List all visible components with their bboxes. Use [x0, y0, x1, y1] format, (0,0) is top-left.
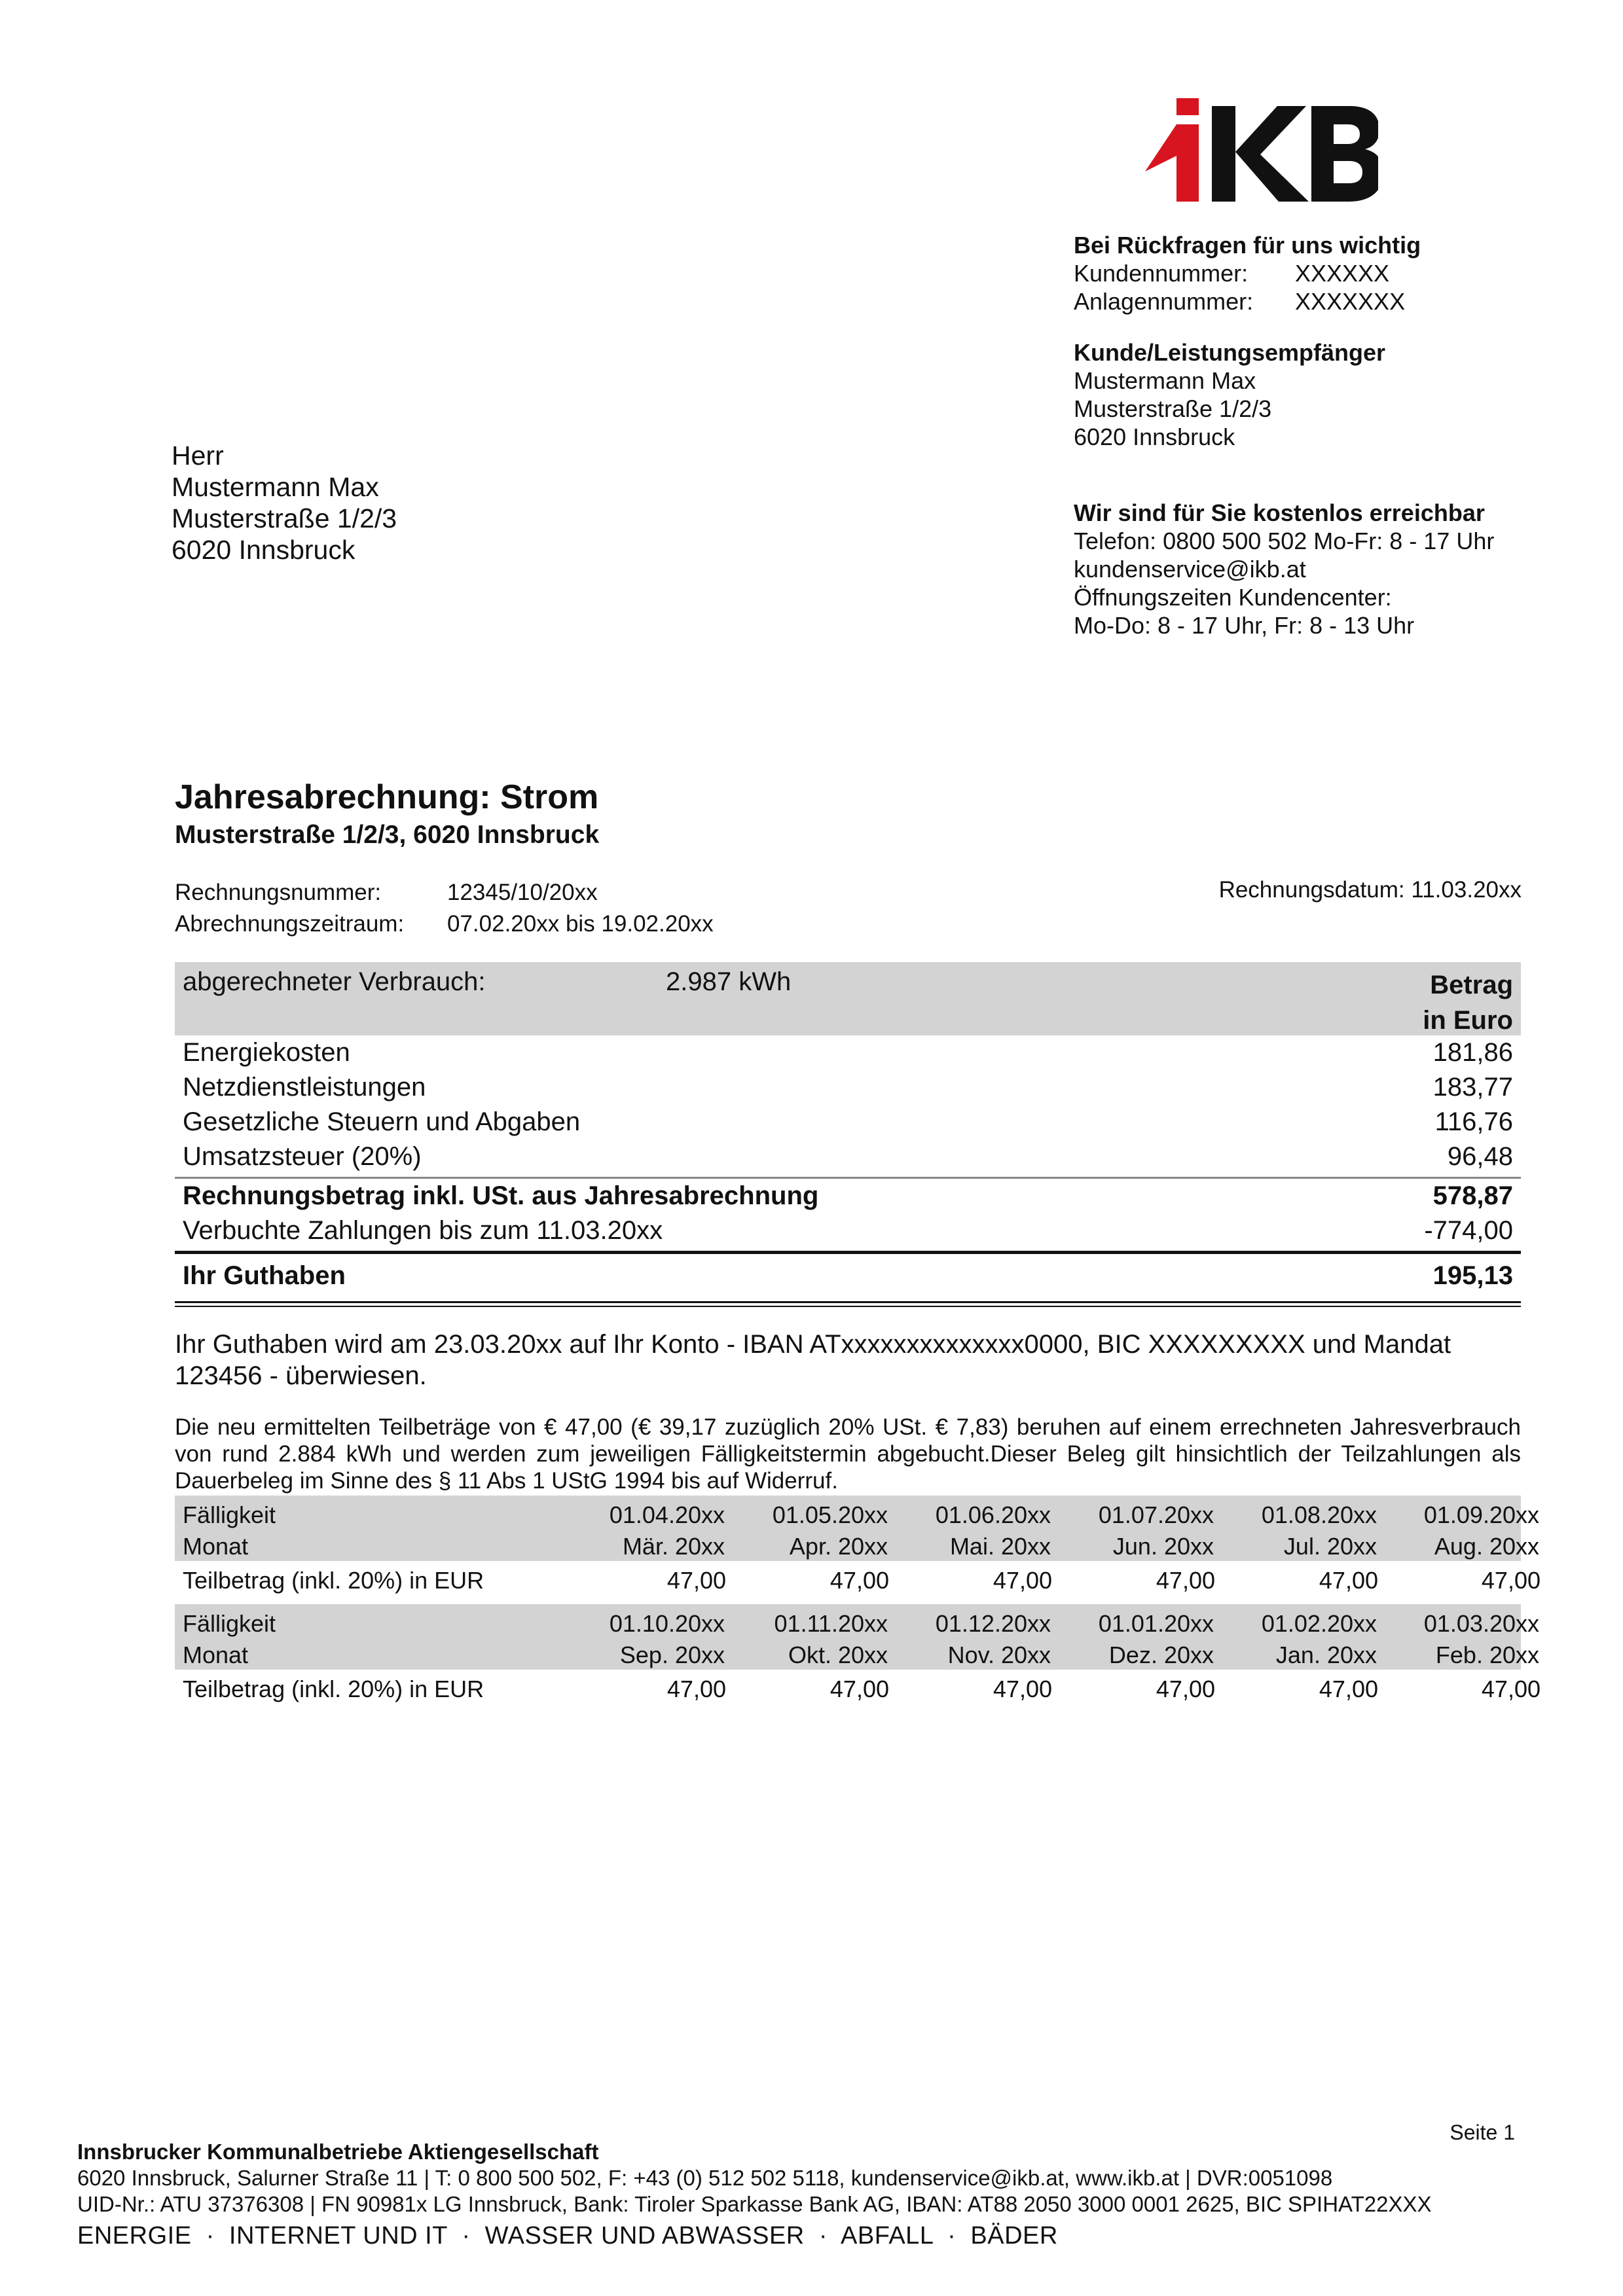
email-link[interactable]: kundenservice@ikb.at: [1074, 556, 1306, 583]
invoice-meta: [175, 877, 714, 940]
row-value: 183,77: [1432, 1073, 1513, 1102]
footer: [77, 2139, 1432, 2217]
installment-column: [594, 1499, 725, 1562]
anlagennummer-label: Anlagennummer:: [1074, 288, 1254, 315]
zeitraum-label: Abrechnungszeitraum:: [175, 911, 405, 937]
installment-amount: 47,00: [1319, 1676, 1378, 1702]
installment-date: 01.12.20xx: [935, 1610, 1051, 1637]
billing-table-header: [175, 962, 1521, 1035]
installment-date: 01.01.20xx: [1098, 1610, 1214, 1637]
anlagennummer-row: [1074, 287, 1421, 315]
installment-amount: 47,00: [1481, 1567, 1541, 1594]
recipient-address: [172, 440, 397, 565]
kunde-street: Musterstraße 1/2/3: [1074, 395, 1272, 422]
installment-amount: 47,00: [1156, 1676, 1215, 1702]
verbrauch-value: 2.987 kWh: [666, 967, 792, 996]
installment-amount: 47,00: [830, 1676, 889, 1702]
kundennummer-label: Kundennummer:: [1074, 260, 1249, 287]
anlagennummer-value: XXXXXXX: [1295, 288, 1406, 315]
verbrauch-label: abgerechneter Verbrauch:: [183, 967, 486, 996]
credit-value: 195,13: [1432, 1261, 1513, 1290]
betrag-header: [1423, 967, 1513, 1038]
installment-amount: 47,00: [993, 1567, 1052, 1594]
document-title: Jahresabrechnung: Strom: [175, 778, 599, 816]
paid-value: -774,00: [1424, 1216, 1513, 1245]
installment-table-1: [175, 1496, 1541, 1598]
teilbetrag-text: Die neu ermittelten Teilbeträge von € 47,00 (€ 39,17 zuzüglich 20% USt. € 7,83) beruhen auf einem errechneten Jahresverbrauch von rund 2.884 kWh und werden zum jeweiligen Fälligkeitstermin abgebucht.Dieser Beleg gilt hinsichtlich der Teilzahlungen als Dauerbeleg im Sinne des § 11 Abs 1 UStG 1994 bis auf Widerruf.: [175, 1414, 1521, 1494]
installment-amount: 47,00: [1156, 1567, 1215, 1594]
installment-month: Aug. 20xx: [1434, 1533, 1539, 1560]
installment-labels: [183, 1608, 276, 1671]
installment-amount: 47,00: [993, 1676, 1052, 1702]
installment-amount: 47,00: [666, 1676, 726, 1702]
installment-month: Okt. 20xx: [788, 1641, 888, 1668]
installment-month: Feb. 20xx: [1435, 1641, 1539, 1668]
installment-date: 01.02.20xx: [1261, 1610, 1377, 1637]
ikb-logo: [1142, 98, 1378, 203]
installment-amount: 47,00: [666, 1567, 726, 1594]
recipient-name: Mustermann Max: [172, 472, 379, 502]
monat-label: Monat: [183, 1533, 249, 1560]
installment-month: Jun. 20xx: [1112, 1533, 1214, 1560]
installment-column: [1408, 1608, 1539, 1671]
installment-header: [175, 1604, 1539, 1670]
installment-date: 01.11.20xx: [774, 1610, 888, 1637]
installment-month: Sep. 20xx: [619, 1641, 725, 1668]
row-value: 181,86: [1432, 1038, 1513, 1067]
installment-amount: 47,00: [830, 1567, 889, 1594]
kunde-block: [1074, 338, 1385, 451]
footer-company: Innsbrucker Kommunalbetriebe Aktiengesellschaft: [77, 2140, 599, 2164]
paid-row: [175, 1213, 1521, 1248]
total-label: Rechnungsbetrag inkl. USt. aus Jahresabrechnung: [183, 1181, 819, 1210]
recipient-street: Musterstraße 1/2/3: [172, 503, 397, 533]
recipient-city: 6020 Innsbruck: [172, 535, 356, 565]
divider: [175, 1301, 1521, 1303]
installment-column: [1246, 1608, 1377, 1671]
kundennummer-row: [1074, 259, 1421, 287]
installment-labels: [183, 1499, 276, 1562]
kunde-city: 6020 Innsbruck: [1074, 423, 1235, 450]
document-subtitle: Musterstraße 1/2/3, 6020 Innsbruck: [175, 821, 600, 849]
kunde-name: Mustermann Max: [1074, 367, 1256, 394]
installment-column: [757, 1499, 888, 1562]
faelligkeit-label: Fälligkeit: [183, 1501, 276, 1528]
telefon-text: Telefon: 0800 500 502 Mo-Fr: 8 - 17 Uhr: [1074, 528, 1495, 554]
page-number: Seite 1: [1450, 2121, 1515, 2144]
total-value: 578,87: [1432, 1181, 1513, 1210]
opening-label: Öffnungszeiten Kundencenter:: [1074, 584, 1392, 611]
installment-column: [594, 1608, 725, 1671]
row-value: 116,76: [1434, 1107, 1513, 1136]
installment-column: [1083, 1499, 1214, 1562]
installment-amount-row: [175, 1561, 1541, 1598]
installment-month: Apr. 20xx: [789, 1533, 888, 1560]
kunde-title: Kunde/Leistungsempfänger: [1074, 339, 1386, 366]
billing-table: [175, 962, 1521, 1307]
installment-month: Dez. 20xx: [1108, 1641, 1214, 1668]
installment-column: [1246, 1499, 1377, 1562]
table-row: [175, 1105, 1521, 1139]
installment-column: [1083, 1608, 1214, 1671]
recipient-salutation: Herr: [172, 440, 224, 471]
footer-line-1: 6020 Innsbruck, Salurner Straße 11 | T: 0 800 500 502, F: +43 (0) 512 502 5118, kundenservice@ikb.at, www.ikb.at | DVR:0051098: [77, 2166, 1333, 2190]
installment-table-2: [175, 1604, 1541, 1706]
paid-label: Verbuchte Zahlungen bis zum 11.03.20xx: [183, 1216, 663, 1245]
rechnungsdatum: Rechnungsdatum: 11.03.20xx: [1218, 877, 1522, 903]
installment-date: 01.03.20xx: [1423, 1610, 1539, 1637]
row-label: Umsatzsteuer (20%): [183, 1142, 422, 1171]
installment-header: [175, 1496, 1539, 1561]
credit-row: [175, 1254, 1521, 1297]
total-row: [175, 1179, 1521, 1213]
installment-column: [1408, 1499, 1539, 1562]
footer-divisions: ENERGIE · INTERNET UND IT · WASSER UND ABWASSER · ABFALL · BÄDER: [77, 2222, 1058, 2250]
amount-label: Teilbetrag (inkl. 20%) in EUR: [183, 1567, 484, 1594]
installment-date: 01.04.20xx: [609, 1501, 725, 1528]
betrag-header-line1: Betrag: [1430, 971, 1513, 999]
monat-label: Monat: [183, 1641, 249, 1668]
table-row: [175, 1035, 1521, 1070]
faelligkeit-label: Fälligkeit: [183, 1610, 276, 1637]
kundennummer-value: XXXXXX: [1295, 260, 1390, 287]
installment-date: 01.10.20xx: [609, 1610, 725, 1637]
row-label: Gesetzliche Steuern und Abgaben: [183, 1107, 581, 1136]
installment-amount: 47,00: [1319, 1567, 1378, 1594]
installment-month: Nov. 20xx: [947, 1641, 1051, 1668]
contact-title: Bei Rückfragen für uns wichtig: [1074, 232, 1421, 259]
guthaben-text: Ihr Guthaben wird am 23.03.20xx auf Ihr Konto - IBAN ATxxxxxxxxxxxxxx0000, BIC XXXXXXXXX und Mandat 123456 - überwiesen.: [175, 1330, 1451, 1390]
betrag-header-line2: in Euro: [1423, 1006, 1513, 1035]
zeitraum-value: 07.02.20xx bis 19.02.20xx: [447, 911, 714, 937]
installment-date: 01.05.20xx: [772, 1501, 888, 1528]
installment-column: [757, 1608, 888, 1671]
rechnungsnummer-value: 12345/10/20xx: [447, 880, 598, 905]
installment-column: [920, 1608, 1051, 1671]
installment-amount: 47,00: [1481, 1676, 1541, 1702]
installment-month: Jul. 20xx: [1283, 1533, 1377, 1560]
reach-title: Wir sind für Sie kostenlos erreichbar: [1074, 499, 1485, 526]
row-label: Netzdienstleistungen: [183, 1073, 426, 1102]
installment-date: 01.08.20xx: [1261, 1501, 1377, 1528]
table-row: [175, 1139, 1521, 1174]
contact-block: [1074, 231, 1421, 315]
installment-date: 01.07.20xx: [1098, 1501, 1214, 1528]
footer-line-2: UID-Nr.: ATU 37376308 | FN 90981x LG Innsbruck, Bank: Tiroler Sparkasse Bank AG, IBAN: AT88 2050 3000 0001 2625, BIC SPIHAT22XXX: [77, 2192, 1432, 2216]
reach-block: [1074, 499, 1494, 639]
rechnungsnummer-label: Rechnungsnummer:: [175, 880, 382, 905]
opening-hours: Mo-Do: 8 - 17 Uhr, Fr: 8 - 13 Uhr: [1074, 612, 1415, 639]
installment-month: Mär. 20xx: [622, 1533, 725, 1560]
installment-date: 01.06.20xx: [935, 1501, 1051, 1528]
installment-date: 01.09.20xx: [1423, 1501, 1539, 1528]
row-value: 96,48: [1447, 1142, 1513, 1171]
installment-column: [920, 1499, 1051, 1562]
row-label: Energiekosten: [183, 1038, 350, 1067]
divider: [175, 1306, 1521, 1307]
table-row: [175, 1070, 1521, 1105]
installment-amount-row: [175, 1670, 1541, 1706]
amount-label: Teilbetrag (inkl. 20%) in EUR: [183, 1676, 484, 1702]
credit-label: Ihr Guthaben: [183, 1261, 346, 1290]
installment-month: Jan. 20xx: [1275, 1641, 1377, 1668]
installment-month: Mai. 20xx: [949, 1533, 1051, 1560]
